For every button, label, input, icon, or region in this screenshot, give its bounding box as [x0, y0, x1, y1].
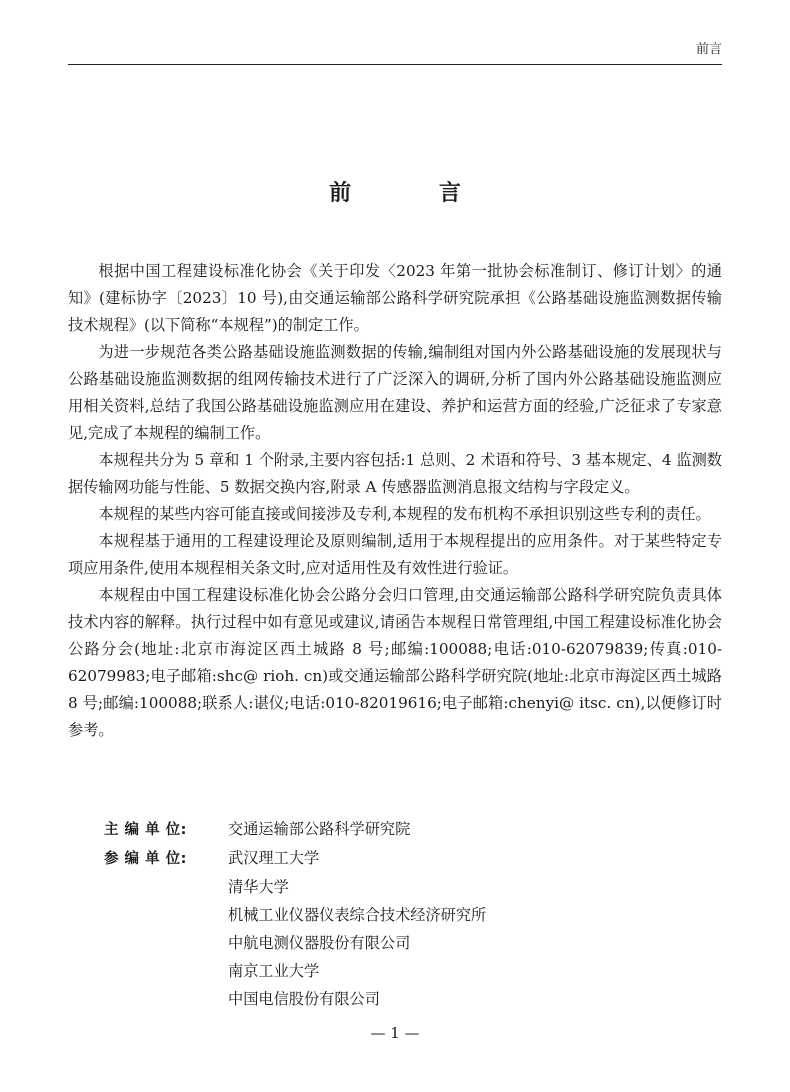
- chief-editor-unit: 交通运输部公路科学研究院: [228, 820, 411, 838]
- participant-label: 参 编 单 位:: [104, 851, 187, 867]
- participant-unit: 南京工业大学: [228, 962, 320, 980]
- page-number: — 1 —: [370, 1024, 420, 1042]
- participant-row: [104, 844, 486, 873]
- participant-unit: 中国电信股份有限公司: [228, 990, 380, 1008]
- participant-row: [104, 985, 486, 1013]
- chief-editor-row: [104, 815, 486, 844]
- participant-unit: 清华大学: [228, 878, 289, 896]
- participant-unit: 武汉理工大学: [228, 849, 320, 867]
- paragraph-6: 本规程由中国工程建设标准化协会公路分会归口管理,由交通运输部公路科学研究院负责具体技术内容的解释。执行过程中如有意见或建议,请函告本规程日常管理组,中国工程建设标准化协会公路分会(地址:北京市海淀区西土城路 8 号;邮编:100088;电话:010-62079839;传真:010-62079983;电子邮箱:shc@ rioh. cn)或交通运输部公路科学研究院(地址:北京市海淀区西土城路 8 号;邮编:100088;联系人:谌仪;电话:010-82019616;电子邮箱:chenyi@ itsc. cn),以便修订时参考。: [68, 586, 722, 739]
- running-head-text: 前言: [695, 42, 722, 57]
- paragraph-5: 本规程基于通用的工程建设理论及原则编制,适用于本规程提出的应用条件。对于某些特定专项应用条件,使用本规程相关条文时,应对适用性及有效性进行验证。: [68, 532, 722, 577]
- participant-row: [104, 873, 486, 901]
- editor-units: [104, 815, 486, 1013]
- page-title: 前 言: [329, 181, 501, 206]
- paragraph-2: 为进一步规范各类公路基础设施监测数据的传输,编制组对国内外公路基础设施的发展现状与公路基础设施监测数据的组网传输技术进行了广泛深入的调研,分析了国内外公路基础设施监测应用相关资料,总结了我国公路基础设施监测应用在建设、养护和运营方面的经验,广泛征求了专家意见,完成了本规程的编制工作。: [68, 343, 722, 442]
- participant-row: [104, 957, 486, 985]
- participant-row: [104, 901, 486, 929]
- participant-unit: 机械工业仪器仪表综合技术经济研究所: [228, 906, 487, 924]
- preface-body: [68, 258, 722, 744]
- chief-editor-label: 主 编 单 位:: [104, 822, 187, 838]
- participant-unit: 中航电测仪器股份有限公司: [228, 934, 411, 952]
- paragraph-3: 本规程共分为 5 章和 1 个附录,主要内容包括:1 总则、2 术语和符号、3 基本规定、4 监测数据传输网功能与性能、5 数据交换内容,附录 A 传感器监测消息报文结构与字段定义。: [68, 451, 722, 496]
- paragraph-1: 根据中国工程建设标准化协会《关于印发〈2023 年第一批协会标准制订、修订计划〉的通知》(建标协字〔2023〕10 号),由交通运输部公路科学研究院承担《公路基础设施监测数据传输技术规程》(以下简称“本规程”)的制定工作。: [68, 262, 722, 334]
- running-head: [68, 36, 722, 65]
- participant-row: [104, 929, 486, 957]
- paragraph-4: 本规程的某些内容可能直接或间接涉及专利,本规程的发布机构不承担识别这些专利的责任。: [98, 505, 711, 523]
